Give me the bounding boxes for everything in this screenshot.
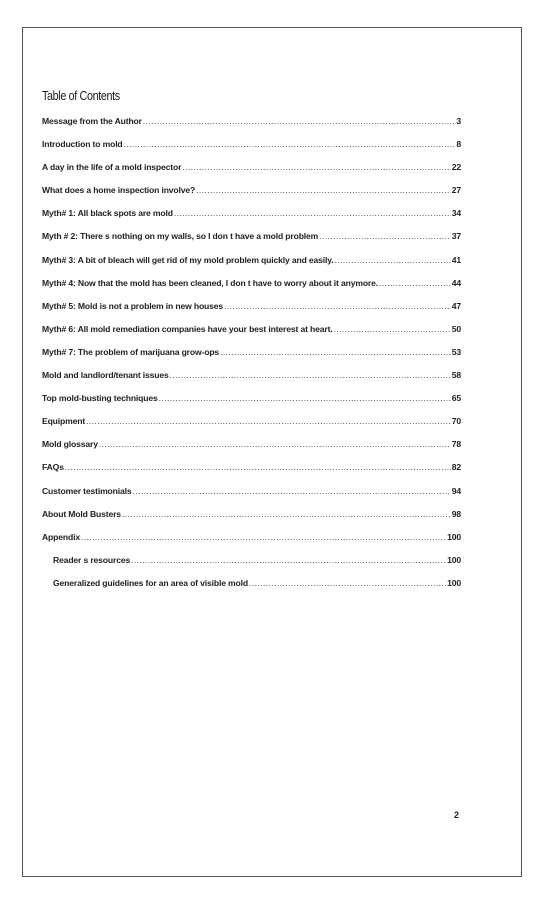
toc-entry-label: Myth# 4: Now that the mold has been cleaned, I don t have to worry about it anymore. [42, 277, 378, 288]
toc-entry-label: FAQs [42, 462, 64, 473]
toc-entry-label: Appendix [42, 531, 80, 542]
toc-entry [42, 116, 461, 139]
toc-entry [42, 278, 461, 301]
toc-subentry [42, 578, 461, 601]
toc-entry-label: Myth# 1: All black spots are mold [42, 208, 173, 219]
toc-entry-label: Myth# 3: A bit of bleach will get rid of my mold problem quickly and easily. [42, 254, 334, 265]
toc-entry-label: Mold glossary [42, 439, 98, 450]
toc-entry-page: 94 [451, 485, 461, 496]
toc-title: Table of Contents [42, 89, 120, 103]
toc-leader-dots [122, 509, 451, 519]
toc-entry-label: Mold and landlord/tenant issues [42, 370, 169, 381]
toc-entry-label: Message from the Author [42, 116, 142, 126]
toc-entry [42, 347, 461, 370]
toc-entry [42, 370, 461, 393]
toc-leader-dots [65, 462, 451, 472]
toc-entry-page: 3 [456, 116, 461, 126]
toc-entry-page: 53 [451, 346, 461, 357]
toc-entry-page: 100 [447, 531, 461, 542]
toc-entry-page: 70 [451, 416, 461, 427]
toc-leader-dots [335, 255, 451, 265]
toc-leader-dots [196, 185, 451, 195]
toc-entry-page: 47 [451, 300, 461, 311]
toc-leader-dots [133, 486, 451, 496]
toc-entry-label: Introduction to mold [42, 139, 123, 150]
toc-leader-dots [220, 347, 451, 357]
toc-entry-page: 22 [451, 162, 461, 173]
toc-entry [42, 532, 461, 555]
toc-leader-dots [99, 439, 451, 449]
toc-leader-dots [224, 301, 451, 311]
toc-entry-page: 65 [451, 393, 461, 404]
toc-entry [42, 462, 461, 485]
toc-entry [42, 439, 461, 462]
toc-entry-page: 78 [451, 439, 461, 450]
toc-subentry [42, 555, 461, 578]
toc-entry [42, 393, 461, 416]
toc-entry-label: Reader s resources [53, 554, 131, 565]
toc-leader-dots [81, 532, 446, 542]
toc-entry-label: Myth# 6: All mold remediation companies have your best interest at heart. [42, 323, 333, 334]
toc-entry-label: Customer testimonials [42, 485, 132, 496]
toc-leader-dots [249, 578, 446, 588]
toc-entry-page: 100 [447, 577, 461, 588]
toc-entry-page: 41 [451, 254, 461, 265]
toc-entry-page: 50 [451, 323, 461, 334]
toc-entry [42, 139, 461, 162]
toc-entry [42, 486, 461, 509]
toc-entry-page: 27 [451, 185, 461, 196]
toc-list [42, 116, 461, 601]
toc-entry-page: 58 [451, 370, 461, 381]
toc-entry-page: 44 [451, 277, 461, 288]
toc-entry-page: 8 [456, 139, 461, 150]
toc-entry-page: 98 [451, 508, 461, 519]
toc-leader-dots [182, 162, 450, 172]
toc-leader-dots [379, 278, 451, 288]
toc-leader-dots [170, 370, 451, 380]
toc-entry-label: A day in the life of a mold inspector [42, 162, 182, 173]
toc-leader-dots [174, 208, 451, 218]
toc-entry [42, 208, 461, 231]
toc-entry-label: What does a home inspection involve? [42, 185, 196, 196]
toc-entry-label: Generalized guidelines for an area of visible mold [53, 577, 248, 588]
toc-entry-label: Myth# 7: The problem of marijuana grow-ops [42, 346, 220, 357]
toc-entry [42, 255, 461, 278]
toc-entry [42, 185, 461, 208]
page-number: 2 [454, 810, 460, 820]
toc-leader-dots [143, 116, 456, 126]
toc-entry-page: 34 [451, 208, 461, 219]
toc-entry-page: 37 [451, 231, 461, 242]
toc-leader-dots [334, 324, 451, 334]
toc-entry-label: About Mold Busters [42, 508, 121, 519]
toc-entry-label: Equipment [42, 416, 86, 427]
toc-entry [42, 301, 461, 324]
toc-leader-dots [131, 555, 446, 565]
toc-entry-label: Myth # 2: There s nothing on my walls, so I don t have a mold problem [42, 231, 319, 242]
toc-entry [42, 509, 461, 532]
toc-entry-label: Top mold-busting techniques [42, 393, 158, 404]
toc-leader-dots [159, 393, 451, 403]
toc-entry [42, 231, 461, 254]
toc-leader-dots [124, 139, 456, 149]
toc-leader-dots [319, 231, 451, 241]
toc-leader-dots [86, 416, 451, 426]
toc-entry-page: 82 [451, 462, 461, 473]
toc-entry-page: 100 [447, 554, 461, 565]
toc-entry [42, 324, 461, 347]
toc-entry-label: Myth# 5: Mold is not a problem in new houses [42, 300, 224, 311]
toc-entry [42, 162, 461, 185]
toc-entry [42, 416, 461, 439]
